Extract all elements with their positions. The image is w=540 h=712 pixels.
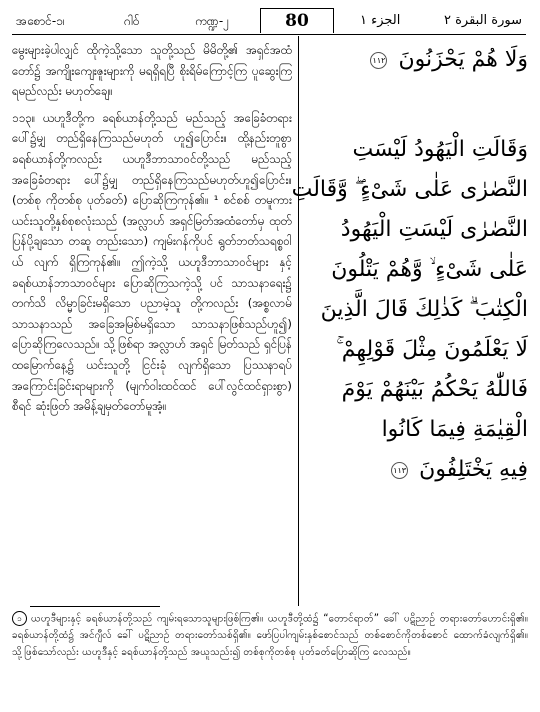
ayah-113-last-line — [306, 450, 528, 490]
section-label: ကဏ္ဍ-၂ — [195, 14, 230, 28]
juz-label-myanmar: ဂါဝ် — [124, 14, 140, 28]
ayah-112-end-marker: ١١٢ — [370, 52, 387, 69]
translation-column — [12, 40, 292, 417]
footnote — [12, 611, 528, 662]
part-label: အစောင်-၁၊ — [16, 14, 65, 28]
ayah-113-line: فَاللّٰهُ يَحْكُمُ بَيْنَهُمْ يَوْمَ — [341, 377, 528, 402]
ayah-113-line: وَقَالَتِ الْيَهُودُ لَيْسَتِ — [352, 137, 528, 162]
ayah-113-line: النَّصٰرٰى لَيْسَتِ الْيَهُودُ — [340, 217, 528, 242]
ayah-113-end-marker: ١١٣ — [391, 462, 408, 479]
footnote-marker: ၁ — [12, 611, 27, 626]
ayah-112-text: وَلَا هُمْ يَحْزَنُونَ — [398, 47, 528, 72]
footnote-text: ယဟူဒီများနှင့် ခရစ်ယာန်တို့သည် ကျမ်းရသောသူများဖြစ်ကြ၏။ ယဟူဒီတို့ထံ၌ “တောင်ရာတ်” ခေါ် ပဋိညာဉ် တရားတော်ဟောင်းရှိ၏။ ခရစ်ယာန်တို့ထံ၌ အင်ဂျီလ် ခေါ် ပဋိညာဉ် တရားတော်သစ်ရှိ၏။ ဖော်ပြပါကျမ်းနှစ်စောင်သည် တစ်စောင်ကိုတစ်စောင် ထောက်ခံလျက်ရှိ၏။ သို့ဖြစ်သော်လည်း ယဟူဒီနှင့် ခရစ်ယာန်တို့သည် အယူသည်း၍ တစ်စုကိုတစ်စု ပုတ်ခတ်ပြောဆိုကြ လေသည်။ — [12, 613, 528, 659]
page-header — [12, 8, 526, 35]
ayah-113-line: لَا يَعْلَمُونَ مِثْلَ قَوْلِهِمْ ۚ — [336, 337, 528, 362]
juz-label-arabic: الجزء ١ — [360, 13, 401, 28]
ayah-113-line: عَلٰى شَىْءٍ ۙ وَّهُمْ يَتْلُونَ — [331, 257, 528, 282]
ayah-113-line: الْكِتٰبَ ۗ كَذٰلِكَ قَالَ الَّذِينَ — [320, 297, 528, 322]
ayah-113-line: فِيهِ يَخْتَلِفُونَ — [419, 457, 528, 482]
translation-paragraph-112: မွေးများခဲ့ပါလျှင် ထိုကဲ့သို့သော သူတို့သည် မိမိတို့၏ အရှင်အထံတော်၌ အကျိုးကျေးဇူးများကို မရရှိရပြီ စိုးရိမ်ကြောင့်ကြ ပူဆွေးကြရမည်လည်း မဟုတ်ချေ။ — [12, 43, 292, 99]
page-number: 80 — [260, 8, 334, 33]
arabic-column — [291, 40, 528, 490]
ayah-113-line: الْقِيٰمَةِ فِيمَا كَانُوا — [381, 417, 528, 442]
ayah-113 — [291, 130, 528, 490]
ayah-112-line — [306, 40, 528, 80]
column-divider — [298, 36, 299, 606]
surah-label: سورة البقرة ٢ — [443, 13, 522, 28]
ayah-113-line: النَّصٰرٰى عَلٰى شَىْءٍ ۖ وَّقَالَتِ — [291, 177, 528, 202]
footnote-rule — [30, 606, 160, 607]
translation-paragraph-113: ၁၁၃။ ယဟူဒီတို့က ခရစ်ယာန်တို့သည် မည်သည့် အခြေခံတရားပေါ်၌မျှ တည်ရှိနေကြသည်မဟုတ် ဟူ၍ပြောင်း။ ထို့နည်းတူစွာ ခရစ်ယာန်တို့ကလည်း ယဟူဒီဘာသာဝင်တို့သည် မည်သည့် အခြေခံတရား ပေါ်၌မျှ တည်ရှိနေကြသည်မဟုတ်ဟူ၍ပြောင်း။ (တစ်စု ကိုတစ်စု ပုတ်ခတ်) ပြောဆိုကြကုန်၏။ ¹ စင်စစ် တမူကား ယင်းသူတို့နှစ်စုစလုံးသည် (အလ္လာဟ် အရှင်မြတ်အထံတော်မှ ထုတ်ပြန်ပို့ချသော တဆူ တည်းသော) ကျမ်းဂန်ကိုပင် ရွတ်ဘတ်သရစ္စဝါယ် လျက် ရှိကြကုန်၏။ ဤကဲ့သို့ ယဟူဒီဘာသာဝင်များ နှင့် ခရစ်ယာန်ဘာသာဝင်များ ပြောဆိုကြသကဲ့သို့ ပင် သာသနာရေး၌ တက်သိ လိမ္မာခြင်းမရှိသော ပညာမဲ့သူ တို့ကလည်း (အစ္စလာမ် သာသနာသည် အခြေအမြစ်မရှိသော သာသနာဖြစ်သည်ဟူ၍) ပြောဆိုကြလေသည်။ သို့ဖြစ်ရာ အလ္လာဟ် အရှင် မြတ်သည် ရှင်ပြန်ထမြောက်နေ့၌ ယင်းသူတို့ ငြင်းခုံ လျက်ရှိသော ပြဿနာရပ် အကြောင်းခြင်းရာများကို (မျက်ဝါးထင်ထင် ပေါ်လွင်ထင်ရှားစွာ) စီရင် ဆုံးဖြတ် အမိန့်ချမှတ်တော်မူအံ့။ — [12, 110, 292, 414]
